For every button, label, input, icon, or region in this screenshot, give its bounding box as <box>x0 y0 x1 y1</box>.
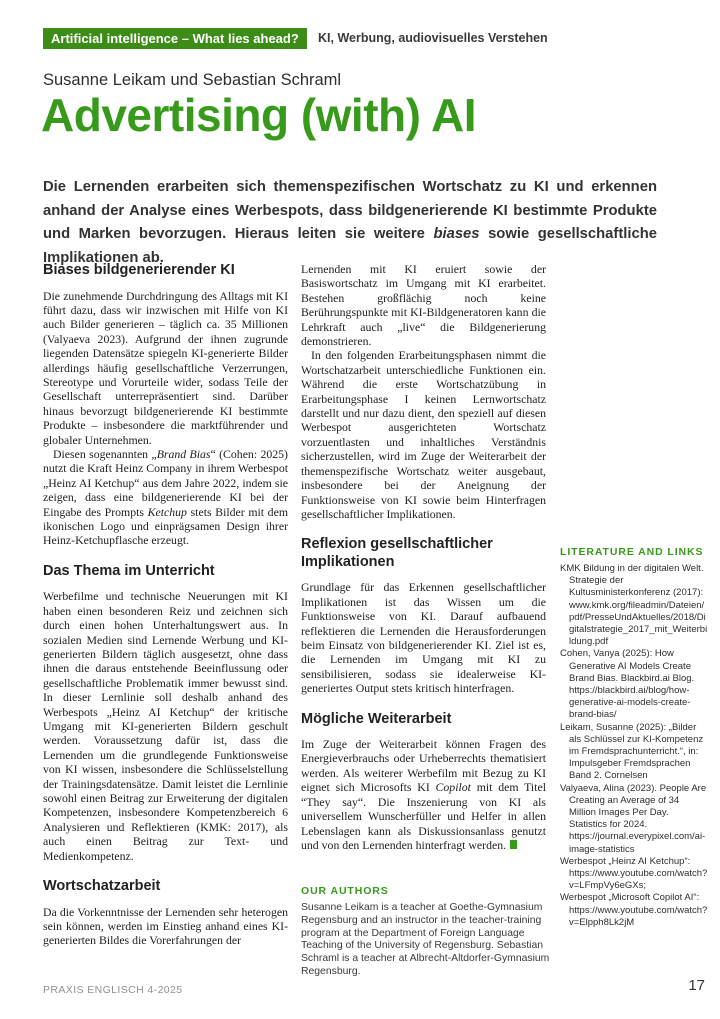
authors-text: Susanne Leikam is a teacher at Goethe-Gymnasium Regensburg and an instructor in the teacher-training program at the Department of Foreign Language Teaching of the University of Regensburg. Sebastian Schraml is a teacher at Albrecht-Altdorfer-Gymnasium Regensburg. <box>301 902 550 977</box>
section-heading: Biases bildgenerierender KI <box>43 262 235 278</box>
text-run: mit dem Titel “They say“. Die Inszenierung von KI als universellem Wunscherfüller und Helfer in allen Lebenslagen kann als Diskussionsanlass genutzt und von den Lernenden hinterfragt werden. <box>301 780 546 852</box>
article-end-icon <box>510 840 517 849</box>
section-heading: Mögliche Weiterarbeit <box>301 710 452 727</box>
text-run: In den folgenden Erarbeitungsphasen nimmt die Wortschatzarbeit unterschiedliche Funktionen ein. Während die erste Wortschatzübung in Erarbeitungsphase I keinen Lernwortschatz darstellt und nur dazu dient, den speziell auf diesen Werbespot ausgerichteten Wortschatz vorzuentlasten und inhaltliches Verständnis sicherzustellen, wird im Zuge der Weiterarbeit der themenspezifische Wortschatz weiter ausgebaut, insbesondere bei der Aneignung der Funktionsweise von KI sowie beim Hinterfragen gesellschaftlicher Implikationen. <box>301 348 546 521</box>
section-heading: Wortschatzarbeit <box>43 878 161 895</box>
section-heading: Reflexion gesellschaftlicher Implikationen <box>301 536 493 570</box>
intro-text-1: Die Lernenden erarbeiten sich themenspezifischen Wortschatz zu KI und erkennen anhand der Analyse eines Werbespots, dass bildgenerierende KI bestimmte Produkte und Marken bevorzugen. Hieraus leiten sie weitere <box>43 179 657 242</box>
italic-term: Ketchup <box>147 504 187 519</box>
intro-italic-term: biases <box>433 226 480 242</box>
text-run: “ (Cohen: 2025) nutzt die Kraft Heinz Company in ihrem Werbespot „Heinz AI Ketchup“ aus dem Jahre 2022, indem sie zeigen, dass eine bildgenerierende KI bei der Eingabe des Prompts <box>43 446 288 519</box>
literature-entry: Leikam, Susanne (2025): „Bilder als Schlüssel zur KI-Kompetenz im Fremdsprachunterricht.“, in: Impulsgeber Fremdsprachen Band 2. Cornelsen <box>560 721 704 782</box>
journal-footer: PRAXIS ENGLISCH 4-2025 <box>43 984 183 996</box>
literature-sidebar <box>560 546 708 929</box>
byline: Susanne Leikam und Sebastian Schraml <box>43 71 342 89</box>
body-paragraph <box>43 289 288 447</box>
article-column-1 <box>43 262 288 964</box>
text-run: Grundlage für das Erkennen gesellschaftlicher Implikationen ist das Wissen um die Funktionsweise von KI. Darauf aufbauend reflektieren die Lernenden die Herausforderungen beim Einsatz von bildgenerierender KI. Ziel ist es, die Lernenden im Umgang mit KI zu sensibilisieren, sodass sie idealerweise KI-generiertes Output stets kritisch hinterfragen. <box>301 580 546 696</box>
subtopic-label: KI, Werbung, audiovisuelles Verstehen <box>318 31 548 45</box>
text-run: Werbefilme und technische Neuerungen mit KI haben einen besonderen Reiz und zeichnen sich durch einen hohen Unterhaltungswert aus. In sozialen Medien sind Lernende Werbung und KI-generierten Bildern täglich ausgesetzt, ohne dass ihnen die daraus entstehende Beeinflussung oder gesellschaftliche Problematik immer bewusst sind. In dieser Lernlinie soll deshalb anhand des Werbespots „Heinz AI Ketchup“ der kritische Umgang mit KI-generierten Bildern geschult werden. Voraussetzung dafür ist, dass die Lernenden um die grundlegende Funktionsweise von KI wissen, insbesondere die Schlüsselstellung der Trainingsdatensätze. Damit leistet die Lernlinie sowohl einen Beitrag zur Erweiterung der digitalen Kompetenzen, insbesondere Kompetenzbereich 6 Analysieren und Reflektieren (KMK: 2017), als auch einen Beitrag zur Text- und Medienkompetenz. <box>43 589 288 863</box>
authors-section <box>301 885 553 979</box>
literature-heading: LITERATURE AND LINKS <box>560 546 704 558</box>
literature-list <box>560 563 708 929</box>
authors-heading: OUR AUTHORS <box>301 885 389 897</box>
italic-term: Brand Bias <box>156 446 211 461</box>
literature-entry: Werbespot „Heinz AI Ketchup“: https://www.youtube.com/watch?v=LFmpVy6eGXs; <box>560 855 708 892</box>
body-paragraph <box>43 589 288 863</box>
literature-entry: Werbespot „Microsoft Copilot AI“: https://www.youtube.com/watch?v=Elpph8Lk2jM <box>560 892 708 928</box>
article-title: Advertising (with) AI <box>41 89 477 141</box>
literature-entry: Valyaeva, Alina (2023). People Are Creating an Average of 34 Million Images Per Day. Statistics for 2024. https://journal.everypixel.com/ai-image-statistics <box>560 782 707 855</box>
literature-entry: KMK Bildung in der digitalen Welt. Strategie der Kultusministerkonferenz (2017): www.kmk.org/fileadmin/Dateien/pdf/PresseUndAktuelles/2018/Digitalstrategie_2017_mit_Weiterbildung.pdf <box>560 563 708 648</box>
text-run: Diesen sogenannten „ <box>53 446 157 461</box>
italic-term: Copilot <box>435 780 471 795</box>
literature-entry: Cohen, Vanya (2025): How Generative AI Models Create Brand Bias. Blackbird.ai Blog. https://blackbird.ai/blog/how-generative-ai-models-create-brand-bias/ <box>560 648 695 721</box>
body-paragraph <box>301 580 546 695</box>
body-paragraph <box>43 447 288 548</box>
topic-badge: Artificial intelligence – What lies ahead? <box>43 28 307 49</box>
text-run: Da die Vorkenntnisse der Lernenden sehr heterogen sein können, werden im Einstieg anhand eines KI-generierten Bildes die Vorerfahrungen der <box>43 904 288 948</box>
text-run: stets Bilder mit dem ikonischen Logo und einprägsamen Design ihrer Heinz-Ketchupflasche erzeugt. <box>43 504 288 548</box>
intro-text-2: sowie gesellschaftliche Implikationen ab. <box>43 226 657 266</box>
text-run: Lernenden mit KI eruiert sowie der Basiswortschatz im Umgang mit KI erarbeitet. Bestehen großflächig noch keine Berührungspunkte mit KI-Bildgeneratoren kann die Lehrkraft auch „live“ die Bildgenerierung demonstrieren. <box>301 262 546 349</box>
body-paragraph <box>43 905 288 948</box>
article-column-2 <box>301 262 546 964</box>
page-number: 17 <box>688 977 705 994</box>
section-heading: Das Thema im Unterricht <box>43 562 215 579</box>
intro-paragraph <box>43 176 657 270</box>
text-run: Die zunehmende Durchdringung des Alltags mit KI führt dazu, dass wir inzwischen mit Hilfe von KI auch Bilder generieren – täglich ca. 35 Millionen (Valyaeva 2023). Aufgrund der ihnen zugrunde liegenden Datensätze spiegeln KI-generierte Bilder allerdings häufig gesellschaftliche Verzerrungen, Stereotype und Vorurteile wider, sodass Teile der Gesellschaft unterrepräsentiert sind. Darüber hinaus bevorzugt bildgenerierende KI bestimmte Produkte – insbesondere die marktführender und globaler Unternehmen. <box>43 288 288 447</box>
body-paragraph <box>301 737 546 852</box>
text-run: Im Zuge der Weiterarbeit können Fragen des Energieverbrauchs oder Urheberrechts thematisiert werden. Als weiterer Werbefilm mit Bezug zu KI eignet sich Microsofts KI <box>301 737 546 795</box>
body-paragraph <box>301 262 546 348</box>
body-paragraph <box>301 348 546 521</box>
